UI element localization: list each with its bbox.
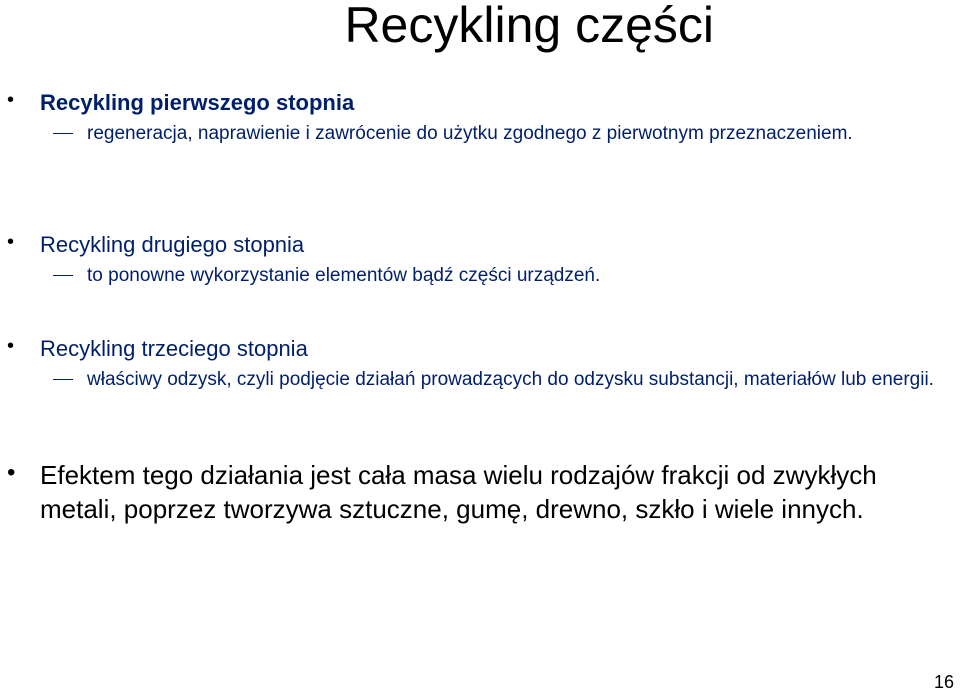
bullet-heading: Recykling drugiego stopnia xyxy=(40,232,305,257)
bullet-heading: Recykling pierwszego stopnia xyxy=(40,90,355,115)
bullet-detail: to ponowne wykorzystanie elementów bądź części urządzeń. xyxy=(87,265,601,286)
bullet-third-degree xyxy=(0,335,960,391)
page-number: 16 xyxy=(933,672,954,692)
bullet-detail: właściwy odzysk, czyli podjęcie działań prowadzących do odzysku substancji, materiałów lub energii. xyxy=(87,369,934,390)
bullet-heading-row xyxy=(0,231,960,259)
bullet-dot-icon: • xyxy=(7,459,16,486)
bullet-second-degree xyxy=(0,231,960,287)
bullet-summary xyxy=(0,458,960,526)
bullet-detail-row xyxy=(0,123,960,145)
bullet-heading-row xyxy=(0,89,960,117)
bullet-detail-row xyxy=(0,369,960,391)
summary-row xyxy=(0,458,960,526)
dash-icon xyxy=(53,379,73,380)
bullet-detail-row xyxy=(0,265,960,287)
dash-icon xyxy=(53,133,73,134)
bullet-detail: regeneracja, naprawienie i zawrócenie do użytku zgodnego z pierwotnym przeznaczeniem. xyxy=(87,123,853,144)
bullet-dot-icon: • xyxy=(7,89,15,111)
bullet-first-degree xyxy=(0,89,960,145)
slide-title: Recykling części xyxy=(344,0,714,53)
bullet-heading: Recykling trzeciego stopnia xyxy=(40,336,308,361)
bullet-heading-row xyxy=(0,335,960,363)
bullet-dot-icon: • xyxy=(7,231,15,253)
bullet-dot-icon: • xyxy=(7,335,15,357)
dash-icon xyxy=(53,275,73,276)
summary-text: Efektem tego działania jest cała masa wielu rodzajów frakcji od zwykłych metali, poprzez tworzywa sztuczne, gumę, drewno, szkło i wiele innych. xyxy=(40,460,877,524)
